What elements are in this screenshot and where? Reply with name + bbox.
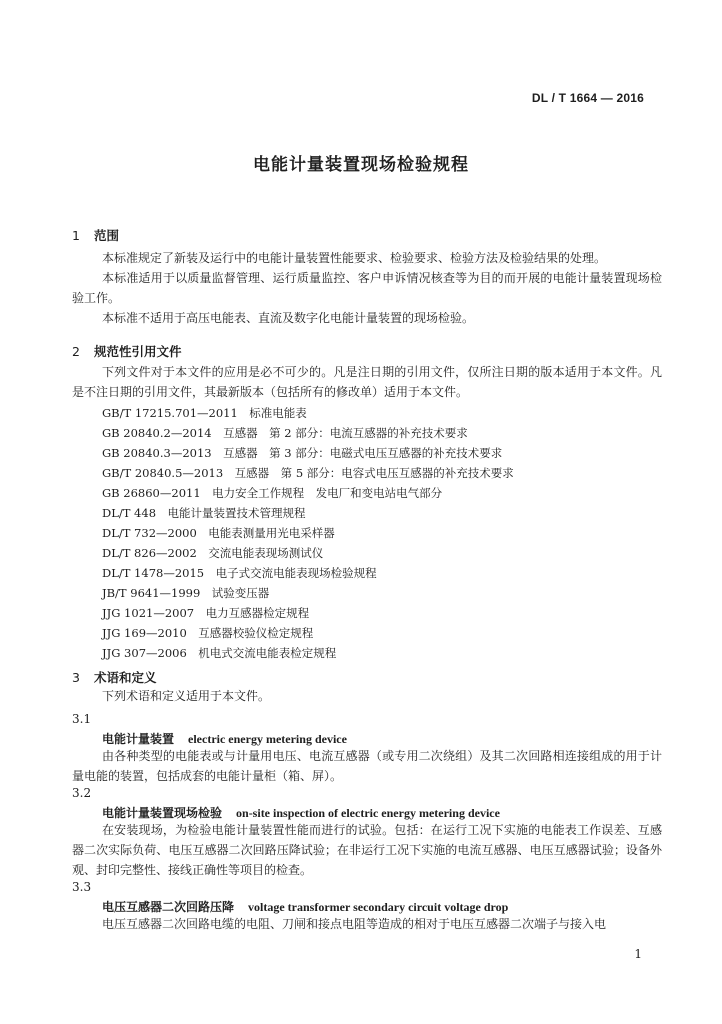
reference-item: GB 20840.2—2014 互感器 第 2 部分：电流互感器的补充技术要求 <box>102 426 468 440</box>
paragraph: 本标准不适用于高压电能表、直流及数字化电能计量装置的现场检验。 <box>102 311 475 325</box>
page-number: 1 <box>634 947 642 961</box>
reference-item: GB 20840.3—2013 互感器 第 3 部分：电磁式电压互感器的补充技术要求 <box>102 446 503 460</box>
reference-item: DL/T 448 电能计量装置技术管理规程 <box>102 506 306 520</box>
section-title: 术语和定义 <box>94 670 157 685</box>
document-title: 电能计量装置现场检验规程 <box>253 155 469 175</box>
section-title: 规范性引用文件 <box>94 344 182 359</box>
paragraph: 本标准适用于以质量监督管理、运行质量监控、客户申诉情况核查等为目的而开展的电能计量装置现场检验工作。 <box>72 271 662 305</box>
term-chinese: 电能计量装置 <box>102 732 175 746</box>
reference-item: GB/T 20840.5—2013 互感器 第 5 部分：电容式电压互感器的补充技术要求 <box>102 466 514 480</box>
term-definition: 由各种类型的电能表或与计量用电压、电流互感器（或专用二次绕组）及其二次回路相连接组成的用于计量电能的装置，包括成套的电能计量柜（箱、屏）。 <box>72 749 662 783</box>
reference-item: JB/T 9641—1999 试验变压器 <box>102 586 270 600</box>
paragraph: 下列文件对于本文件的应用是必不可少的。凡是注日期的引用文件，仅所注日期的版本适用于本文件。凡是不注日期的引用文件，其最新版本（包括所有的修改单）适用于本文件。 <box>72 365 662 399</box>
clause-number: 3.2 <box>72 786 92 800</box>
reference-item: JJG 169—2010 互感器校验仪检定规程 <box>102 626 314 640</box>
clause-number: 3.1 <box>72 712 92 726</box>
section-3-heading <box>72 668 157 686</box>
term-english: electric energy metering device <box>188 732 347 746</box>
section-2-heading <box>72 342 182 360</box>
reference-item: GB/T 17215.701—2011 标准电能表 <box>102 406 307 420</box>
reference-item: DL/T 826—2002 交流电能表现场测试仪 <box>102 546 324 560</box>
term-english: voltage transformer secondary circuit voltage drop <box>248 900 509 914</box>
paragraph: 本标准规定了新装及运行中的电能计量装置性能要求、检验要求、检验方法及检验结果的处理。 <box>102 251 607 265</box>
paragraph: 下列术语和定义适用于本文件。 <box>102 689 271 703</box>
reference-item: JJG 1021—2007 电力互感器检定规程 <box>102 606 310 620</box>
reference-item: GB 26860—2011 电力安全工作规程 发电厂和变电站电气部分 <box>102 486 443 500</box>
term-heading <box>102 898 508 915</box>
clause-number: 3.3 <box>72 880 92 894</box>
term-chinese: 电压互感器二次回路压降 <box>102 900 235 914</box>
reference-item: JJG 307—2006 机电式交流电能表检定规程 <box>102 646 337 660</box>
section-number: 1 <box>72 228 80 243</box>
term-definition: 电压互感器二次回路电缆的电阻、刀闸和接点电阻等造成的相对于电压互感器二次端子与接入电 <box>102 917 607 931</box>
reference-item: DL/T 1478—2015 电子式交流电能表现场检验规程 <box>102 566 377 580</box>
term-english: on-site inspection of electric energy metering device <box>236 806 500 820</box>
section-title: 范围 <box>94 228 120 243</box>
standard-code: DL / T 1664 — 2016 <box>531 91 644 105</box>
term-heading <box>102 804 500 821</box>
reference-item: DL/T 732—2000 电能表测量用光电采样器 <box>102 526 335 540</box>
term-definition: 在安装现场，为检验电能计量装置性能而进行的试验。包括：在运行工况下实施的电能表工作误差、互感器二次实际负荷、电压互感器二次回路压降试验；在非运行工况下实施的电流互感器、电压互感器试验；设备外观、封印完整性、接线正确性等项目的检查。 <box>72 823 662 877</box>
section-number: 3 <box>72 670 80 685</box>
section-number: 2 <box>72 344 80 359</box>
section-1-heading <box>72 226 119 244</box>
term-heading <box>102 730 347 747</box>
term-chinese: 电能计量装置现场检验 <box>102 806 223 820</box>
